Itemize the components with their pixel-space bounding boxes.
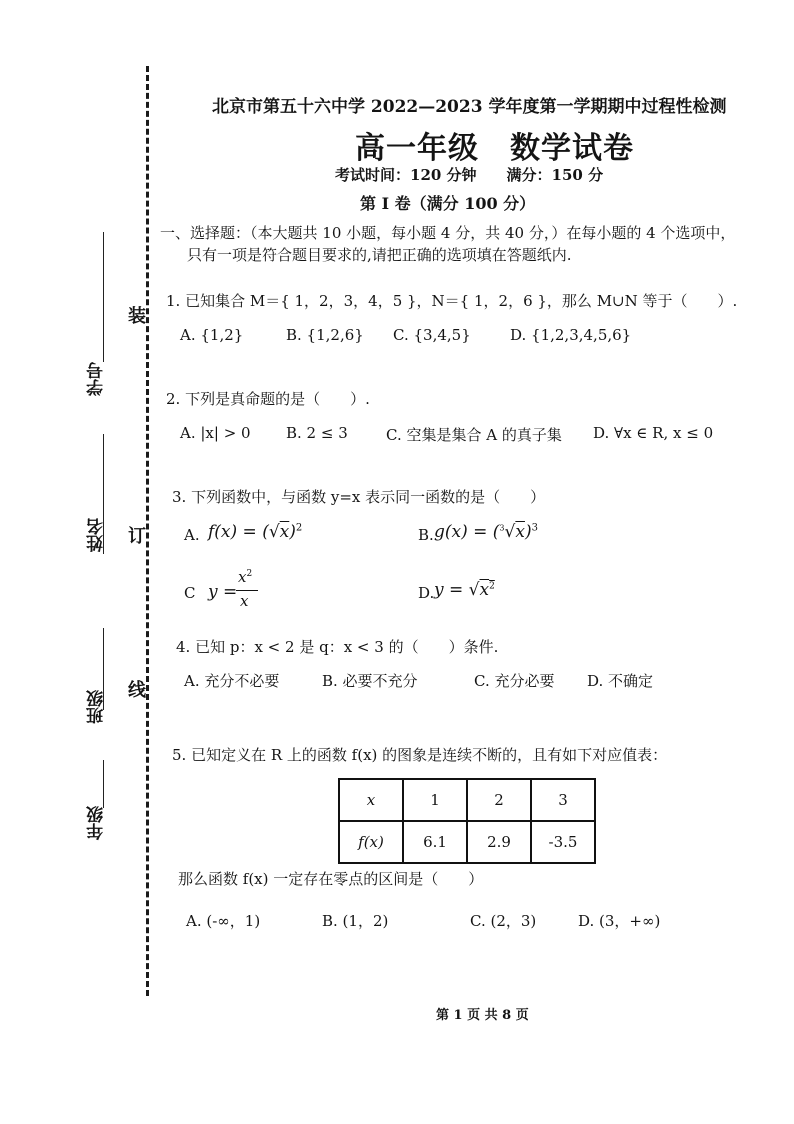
q3-option-a-label: A. [184,526,200,544]
q3-option-a-formula: $f(x) = (√x)^2$ [208,522,303,542]
binding-char-xian: 线 [128,680,146,701]
xuehao-label: 学号 [87,362,107,396]
q3-option-c-formula: y = $x^2$ x [206,570,266,616]
xingming-label: 姓名 [87,518,107,552]
table-cell: -3.5 [531,821,595,863]
q4-option-a: A. 充分不必要 [184,672,280,690]
binding-char-zhuang: 装 [128,306,146,327]
exam-info: 考试时间：120 分钟 满分：150 分 [335,166,604,184]
part1-intro-line1: 一、选择题：（本大题共 10 小题，每小题 4 分，共 40 分，）在每小题的 4 个选项中， [160,224,736,242]
binding-char-ding: 订 [128,526,146,547]
table-cell: f(x) [339,821,403,863]
q1-option-c: C. {3,4,5} [393,326,471,344]
binding-dashed-line [146,66,149,996]
page-footer: 第 1 页 共 8 页 [436,1008,529,1023]
section-title: 第 I 卷（满分 100 分） [360,194,536,213]
table-row [339,821,595,863]
table-cell: 2 [467,779,531,821]
nianji-underline [103,760,104,808]
q1-option-a: A. {1,2} [180,326,244,344]
table-row [339,779,595,821]
q3-option-d-formula: $y = √x^2$ [434,580,495,600]
q2-option-a: A. |x| > 0 [180,424,251,442]
q4-option-b: B. 必要不充分 [322,672,418,690]
q2-option-c: C. 空集是集合 A 的真子集 [386,426,562,444]
q5-option-c: C. (2，3) [470,912,537,930]
q4-option-d: D. 不确定 [587,672,654,690]
q5-stem: 5. 已知定义在 R 上的函数 f(x) 的图象是连续不断的，且有如下对应值表： [172,746,668,764]
q2-option-b: B. 2 ≤ 3 [286,424,348,442]
table-cell: 2.9 [467,821,531,863]
q3-option-b-formula: $g(x) = (^3√x)^3$ [434,522,538,542]
q3-option-d-label: D. [418,584,435,602]
q5-option-d: D. (3，+∞) [578,912,661,930]
nianji-label: 年级 [87,806,107,840]
q3-option-c-label: C [184,584,196,602]
table-cell: x [339,779,403,821]
banji-label: 班级 [87,690,107,724]
q3-option-b-label: B. [418,526,434,544]
q1-option-b: B. {1,2,6} [286,326,364,344]
q1-stem: 1. 已知集合 M＝{ 1，2，3，4，5 }，N＝{ 1，2，6 }，那么 M∪N 等于（ ）. [166,292,738,310]
q4-stem: 4. 已知 p：x < 2 是 q：x < 3 的（ ）条件. [176,638,499,656]
table-cell: 6.1 [403,821,467,863]
q5-option-b: B. (1，2) [322,912,389,930]
part1-intro-line2: 只有一项是符合题目要求的,请把正确的选项填在答题纸内. [187,246,572,264]
q1-option-d: D. {1,2,3,4,5,6} [510,326,632,344]
school-header: 北京市第五十六中学 2022—2023 学年度第一学期期中过程性检测 [212,97,727,117]
q3-stem: 3. 下列函数中，与函数 y=x 表示同一函数的是（ ） [172,488,546,506]
exam-title: 高一年级 数学试卷 [355,131,634,166]
xuehao-underline [103,232,104,362]
q5-followup: 那么函数 f(x) 一定存在零点的区间是（ ） [178,870,484,888]
q2-option-d: D. ∀x ∈ R, x ≤ 0 [593,424,714,442]
q5-value-table [338,778,596,864]
table-cell: 3 [531,779,595,821]
table-cell: 1 [403,779,467,821]
q2-stem: 2. 下列是真命题的是（ ）. [166,390,370,408]
q4-option-c: C. 充分必要 [474,672,555,690]
q5-option-a: A. (-∞，1) [186,912,261,930]
